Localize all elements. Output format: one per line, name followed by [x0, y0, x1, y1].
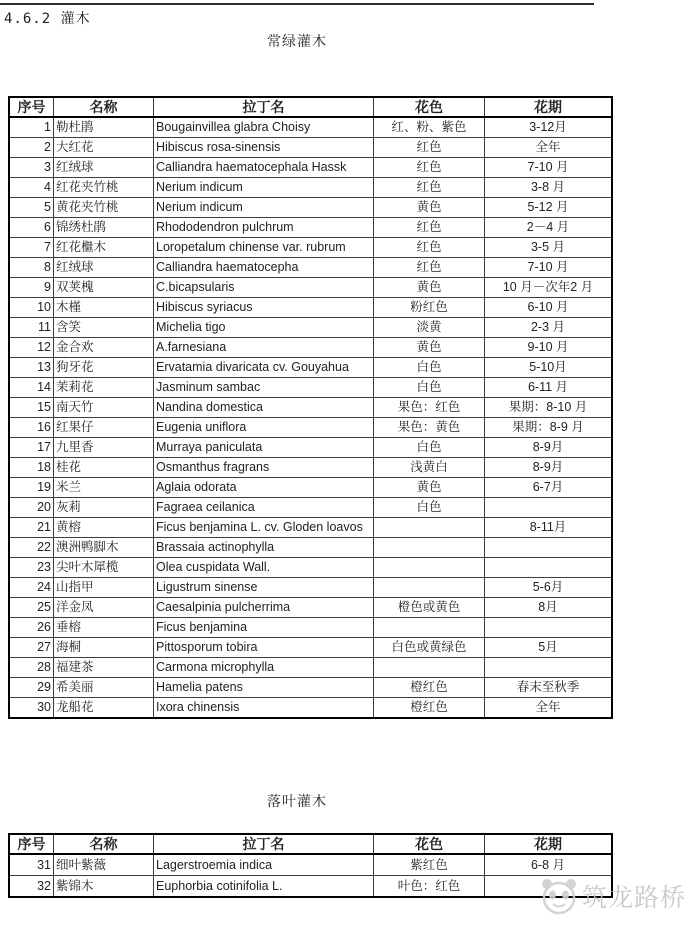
cell-no: 4	[9, 178, 54, 198]
cell-color: 黄色	[374, 338, 485, 358]
cell-period	[485, 618, 613, 638]
cell-latin: Murraya paniculata	[154, 438, 374, 458]
cell-color	[374, 558, 485, 578]
cell-latin: Hamelia patens	[154, 678, 374, 698]
table-row	[9, 518, 612, 538]
cell-name: 龙船花	[54, 698, 154, 719]
cell-latin: Brassaia actinophylla	[154, 538, 374, 558]
cell-no: 1	[9, 117, 54, 138]
cell-color	[374, 538, 485, 558]
cell-period: 6-10 月	[485, 298, 613, 318]
cell-name: 锦绣杜鹃	[54, 218, 154, 238]
table-row	[9, 598, 612, 618]
cell-period: 2－4 月	[485, 218, 613, 238]
cell-latin: A.farnesiana	[154, 338, 374, 358]
cell-name: 茉莉花	[54, 378, 154, 398]
table-row	[9, 538, 612, 558]
cell-period: 6-8 月	[485, 854, 613, 876]
column-header-period: 花期	[485, 834, 613, 854]
cell-color: 红色	[374, 258, 485, 278]
cell-name: 黄榕	[54, 518, 154, 538]
cell-no: 15	[9, 398, 54, 418]
cell-color: 白色	[374, 358, 485, 378]
cell-latin: Fagraea ceilanica	[154, 498, 374, 518]
cell-name: 金合欢	[54, 338, 154, 358]
cell-latin: Calliandra haematocephala Hassk	[154, 158, 374, 178]
cell-period: 8-11月	[485, 518, 613, 538]
column-header-period: 花期	[485, 97, 613, 117]
cell-latin: Ixora chinensis	[154, 698, 374, 719]
cell-no: 6	[9, 218, 54, 238]
cell-name: 勒杜鹃	[54, 117, 154, 138]
cell-period: 9-10 月	[485, 338, 613, 358]
cell-color: 橙红色	[374, 678, 485, 698]
cell-no: 16	[9, 418, 54, 438]
table-row	[9, 698, 612, 719]
cell-no: 12	[9, 338, 54, 358]
cell-period: 春末至秋季	[485, 678, 613, 698]
deciduous-shrubs-table	[8, 833, 613, 898]
cell-no: 28	[9, 658, 54, 678]
cell-period: 7-10 月	[485, 158, 613, 178]
table-row	[9, 178, 612, 198]
table-row	[9, 854, 612, 876]
cell-no: 2	[9, 138, 54, 158]
column-header-latin: 拉丁名	[154, 97, 374, 117]
column-header-no: 序号	[9, 834, 54, 854]
cell-no: 19	[9, 478, 54, 498]
table-row	[9, 358, 612, 378]
cell-name: 垂榕	[54, 618, 154, 638]
table-row	[9, 638, 612, 658]
cell-name: 大红花	[54, 138, 154, 158]
cell-name: 尖叶木犀榄	[54, 558, 154, 578]
cell-name: 红绒球	[54, 258, 154, 278]
table-row	[9, 258, 612, 278]
cell-latin: Aglaia odorata	[154, 478, 374, 498]
cell-no: 13	[9, 358, 54, 378]
cell-color: 黄色	[374, 478, 485, 498]
cell-color: 红色	[374, 238, 485, 258]
cell-latin: Nerium indicum	[154, 178, 374, 198]
cell-period: 5-12 月	[485, 198, 613, 218]
cell-color: 橙红色	[374, 698, 485, 719]
cell-no: 26	[9, 618, 54, 638]
column-header-name: 名称	[54, 97, 154, 117]
cell-no: 5	[9, 198, 54, 218]
cell-period: 5-6月	[485, 578, 613, 598]
cell-no: 17	[9, 438, 54, 458]
cell-name: 灰莉	[54, 498, 154, 518]
cell-name: 山指甲	[54, 578, 154, 598]
cell-latin: Nerium indicum	[154, 198, 374, 218]
cell-color: 果色：黄色	[374, 418, 485, 438]
cell-color: 黄色	[374, 278, 485, 298]
cell-no: 11	[9, 318, 54, 338]
cell-color: 红色	[374, 158, 485, 178]
cell-name: 南天竹	[54, 398, 154, 418]
table-row	[9, 158, 612, 178]
table-row	[9, 338, 612, 358]
cell-color: 黄色	[374, 198, 485, 218]
cell-no: 8	[9, 258, 54, 278]
cell-latin: Hibiscus rosa-sinensis	[154, 138, 374, 158]
table-row	[9, 458, 612, 478]
cell-period: 6-11 月	[485, 378, 613, 398]
cell-no: 31	[9, 854, 54, 876]
cell-latin: Bougainvillea glabra Choisy	[154, 117, 374, 138]
cell-latin: Ficus benjamina L. cv. Gloden loavos	[154, 518, 374, 538]
table-row	[9, 478, 612, 498]
table-row	[9, 498, 612, 518]
watermark-text: 筑龙路桥	[582, 885, 687, 912]
cell-latin: Carmona microphylla	[154, 658, 374, 678]
table-row	[9, 876, 612, 898]
cell-period: 10 月－次年2 月	[485, 278, 613, 298]
cell-name: 木槿	[54, 298, 154, 318]
cell-no: 32	[9, 876, 54, 898]
cell-period: 7-10 月	[485, 258, 613, 278]
cell-no: 23	[9, 558, 54, 578]
table-row	[9, 198, 612, 218]
cell-no: 20	[9, 498, 54, 518]
table-row	[9, 658, 612, 678]
cell-color: 叶色：红色	[374, 876, 485, 898]
cell-no: 18	[9, 458, 54, 478]
cell-latin: Ervatamia divaricata cv. Gouyahua	[154, 358, 374, 378]
cell-period	[485, 538, 613, 558]
cell-name: 红绒球	[54, 158, 154, 178]
cell-name: 红花夹竹桃	[54, 178, 154, 198]
table-row	[9, 438, 612, 458]
cell-no: 27	[9, 638, 54, 658]
cell-latin: Hibiscus syriacus	[154, 298, 374, 318]
cell-color: 红色	[374, 178, 485, 198]
cell-color: 红色	[374, 218, 485, 238]
cell-period: 全年	[485, 138, 613, 158]
cell-color	[374, 578, 485, 598]
cell-color: 白色或黄绿色	[374, 638, 485, 658]
cell-latin: Caesalpinia pulcherrima	[154, 598, 374, 618]
cell-period	[485, 498, 613, 518]
cell-period	[485, 658, 613, 678]
cell-latin: Osmanthus fragrans	[154, 458, 374, 478]
cell-no: 7	[9, 238, 54, 258]
cell-latin: Calliandra haematocepha	[154, 258, 374, 278]
table-row	[9, 378, 612, 398]
cell-period	[485, 876, 613, 898]
cell-color: 白色	[374, 378, 485, 398]
cell-no: 22	[9, 538, 54, 558]
cell-name: 黄花夹竹桃	[54, 198, 154, 218]
cell-period: 8月	[485, 598, 613, 618]
table-row	[9, 318, 612, 338]
cell-name: 狗牙花	[54, 358, 154, 378]
cell-name: 细叶紫薇	[54, 854, 154, 876]
cell-name: 福建茶	[54, 658, 154, 678]
cell-period: 5月	[485, 638, 613, 658]
cell-name: 希美丽	[54, 678, 154, 698]
table-row	[9, 558, 612, 578]
header-rule	[0, 3, 594, 5]
cell-name: 米兰	[54, 478, 154, 498]
cell-color: 浅黄白	[374, 458, 485, 478]
deciduous-table-title: 落叶灌木	[267, 793, 327, 809]
cell-color: 紫红色	[374, 854, 485, 876]
cell-latin: C.bicapsularis	[154, 278, 374, 298]
cell-latin: Ficus benjamina	[154, 618, 374, 638]
cell-latin: Euphorbia cotinifolia L.	[154, 876, 374, 898]
cell-no: 30	[9, 698, 54, 719]
cell-latin: Olea cuspidata Wall.	[154, 558, 374, 578]
cell-color	[374, 658, 485, 678]
cell-name: 红花檵木	[54, 238, 154, 258]
cell-no: 14	[9, 378, 54, 398]
column-header-latin: 拉丁名	[154, 834, 374, 854]
cell-color: 红色	[374, 138, 485, 158]
cell-color: 橙色或黄色	[374, 598, 485, 618]
table-header	[9, 97, 612, 117]
cell-name: 双荚槐	[54, 278, 154, 298]
cell-no: 3	[9, 158, 54, 178]
cell-latin: Lagerstroemia indica	[154, 854, 374, 876]
cell-period: 8-9月	[485, 458, 613, 478]
cell-name: 桂花	[54, 458, 154, 478]
cell-color: 白色	[374, 438, 485, 458]
cell-latin: Nandina domestica	[154, 398, 374, 418]
cell-latin: Ligustrum sinense	[154, 578, 374, 598]
cell-period: 8-9月	[485, 438, 613, 458]
table-row	[9, 678, 612, 698]
column-header-name: 名称	[54, 834, 154, 854]
evergreen-shrubs-table	[8, 96, 613, 719]
column-header-no: 序号	[9, 97, 54, 117]
cell-latin: Pittosporum tobira	[154, 638, 374, 658]
cell-no: 10	[9, 298, 54, 318]
cell-color: 粉红色	[374, 298, 485, 318]
cell-name: 洋金凤	[54, 598, 154, 618]
cell-no: 29	[9, 678, 54, 698]
cell-no: 24	[9, 578, 54, 598]
cell-period: 3-5 月	[485, 238, 613, 258]
cell-latin: Eugenia uniflora	[154, 418, 374, 438]
cell-period: 果期：8-10 月	[485, 398, 613, 418]
table-row	[9, 238, 612, 258]
table-row	[9, 218, 612, 238]
cell-color	[374, 518, 485, 538]
cell-color: 白色	[374, 498, 485, 518]
cell-name: 澳洲鸭脚木	[54, 538, 154, 558]
cell-color: 红、粉、紫色	[374, 117, 485, 138]
cell-period: 3-8 月	[485, 178, 613, 198]
cell-latin: Michelia tigo	[154, 318, 374, 338]
table-row	[9, 298, 612, 318]
cell-no: 25	[9, 598, 54, 618]
cell-no: 9	[9, 278, 54, 298]
cell-period	[485, 558, 613, 578]
cell-period: 3-12月	[485, 117, 613, 138]
cell-period: 5-10月	[485, 358, 613, 378]
cell-latin: Rhododendron pulchrum	[154, 218, 374, 238]
evergreen-table-title: 常绿灌木	[267, 33, 327, 49]
table-row	[9, 578, 612, 598]
cell-latin: Jasminum sambac	[154, 378, 374, 398]
cell-color: 果色：红色	[374, 398, 485, 418]
cell-period: 全年	[485, 698, 613, 719]
cell-period: 果期：8-9 月	[485, 418, 613, 438]
cell-period: 2-3 月	[485, 318, 613, 338]
table-row	[9, 418, 612, 438]
table-row	[9, 117, 612, 138]
cell-color	[374, 618, 485, 638]
table-row	[9, 278, 612, 298]
cell-color: 淡黄	[374, 318, 485, 338]
table-row	[9, 138, 612, 158]
column-header-color: 花色	[374, 834, 485, 854]
cell-name: 红果仔	[54, 418, 154, 438]
cell-no: 21	[9, 518, 54, 538]
cell-latin: Loropetalum chinense var. rubrum	[154, 238, 374, 258]
table-row	[9, 618, 612, 638]
section-heading: 4.6.2 灌木	[4, 11, 91, 27]
table-header	[9, 834, 612, 854]
table-row	[9, 398, 612, 418]
cell-name: 海桐	[54, 638, 154, 658]
cell-name: 含笑	[54, 318, 154, 338]
cell-period: 6-7月	[485, 478, 613, 498]
column-header-color: 花色	[374, 97, 485, 117]
cell-name: 紫锦木	[54, 876, 154, 898]
cell-name: 九里香	[54, 438, 154, 458]
